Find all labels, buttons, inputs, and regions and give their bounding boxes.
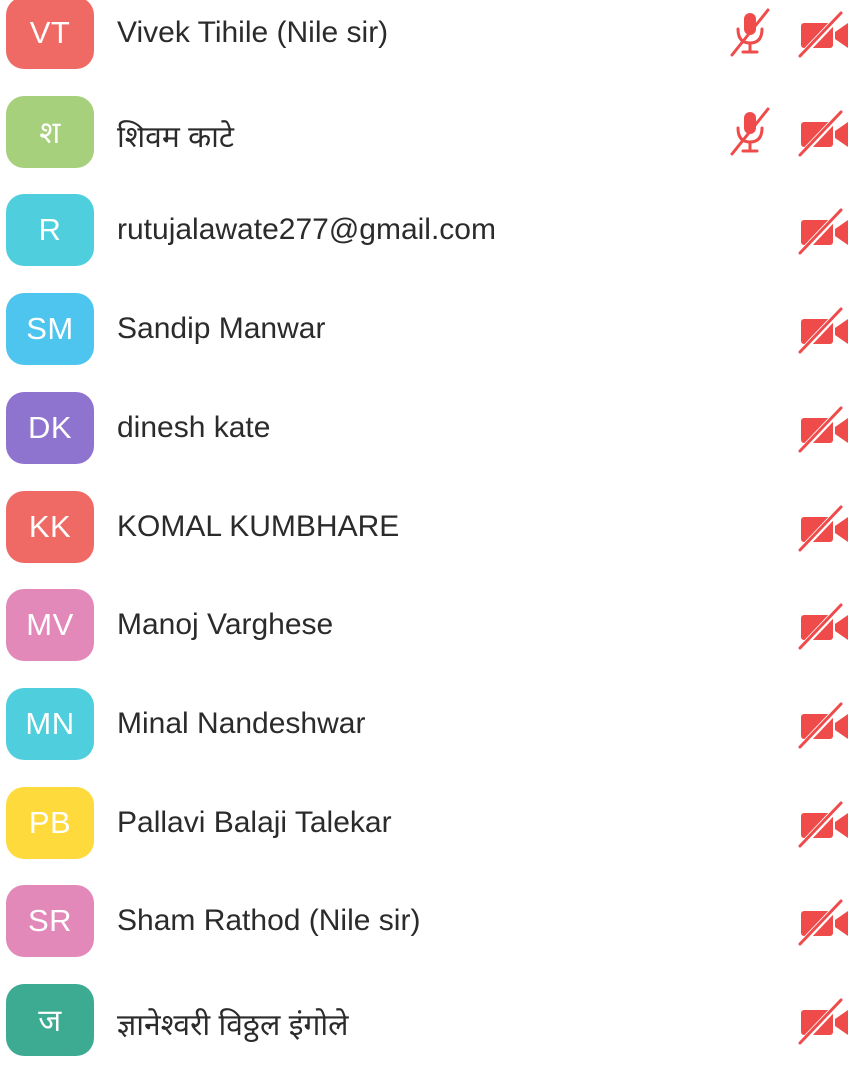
avatar: VT — [6, 0, 94, 69]
video-off-icon[interactable] — [796, 898, 851, 948]
video-off-icon[interactable] — [796, 207, 851, 257]
participant-row[interactable] — [0, 395, 851, 494]
participant-name: dinesh kate — [117, 410, 271, 444]
participant-row[interactable] — [0, 494, 851, 593]
participant-row[interactable] — [0, 691, 851, 790]
participant-row[interactable] — [0, 197, 851, 296]
avatar: MV — [6, 589, 94, 661]
participant-name: KOMAL KUMBHARE — [117, 509, 400, 543]
participant-row[interactable] — [0, 987, 851, 1086]
mic-off-icon[interactable] — [728, 7, 772, 59]
participant-name: Minal Nandeshwar — [117, 706, 366, 740]
participant-row[interactable] — [0, 592, 851, 691]
participant-name: Sandip Manwar — [117, 312, 326, 346]
participant-name: Manoj Varghese — [117, 608, 334, 642]
avatar: PB — [6, 787, 94, 859]
participant-name: Pallavi Balaji Talekar — [117, 805, 392, 839]
video-off-icon[interactable] — [796, 306, 851, 356]
avatar: DK — [6, 392, 94, 464]
video-off-icon[interactable] — [796, 10, 851, 60]
avatar: R — [6, 194, 94, 266]
avatar: KK — [6, 491, 94, 563]
avatar: SM — [6, 293, 94, 365]
avatar: ज — [6, 984, 94, 1056]
video-off-icon[interactable] — [796, 405, 851, 455]
participant-name: ज्ञानेश्वरी विठ्ठल इंगोले — [117, 1009, 349, 1042]
mic-off-icon[interactable] — [728, 106, 772, 158]
video-off-icon[interactable] — [796, 800, 851, 850]
participant-name: Sham Rathod (Nile sir) — [117, 904, 421, 938]
participant-row[interactable] — [0, 296, 851, 395]
participant-row[interactable] — [0, 0, 851, 99]
avatar: SR — [6, 885, 94, 957]
participant-name: rutujalawate277@gmail.com — [117, 213, 496, 247]
avatar: श — [6, 96, 94, 168]
avatar: MN — [6, 688, 94, 760]
video-off-icon[interactable] — [796, 109, 851, 159]
video-off-icon[interactable] — [796, 602, 851, 652]
participant-row[interactable] — [0, 790, 851, 889]
participant-name: शिवम काटे — [117, 120, 235, 154]
participant-name: Vivek Tihile (Nile sir) — [117, 16, 389, 49]
video-off-icon[interactable] — [796, 701, 851, 751]
video-off-icon[interactable] — [796, 997, 851, 1047]
participant-row[interactable] — [0, 99, 851, 198]
participant-row[interactable] — [0, 888, 851, 987]
video-off-icon[interactable] — [796, 504, 851, 554]
